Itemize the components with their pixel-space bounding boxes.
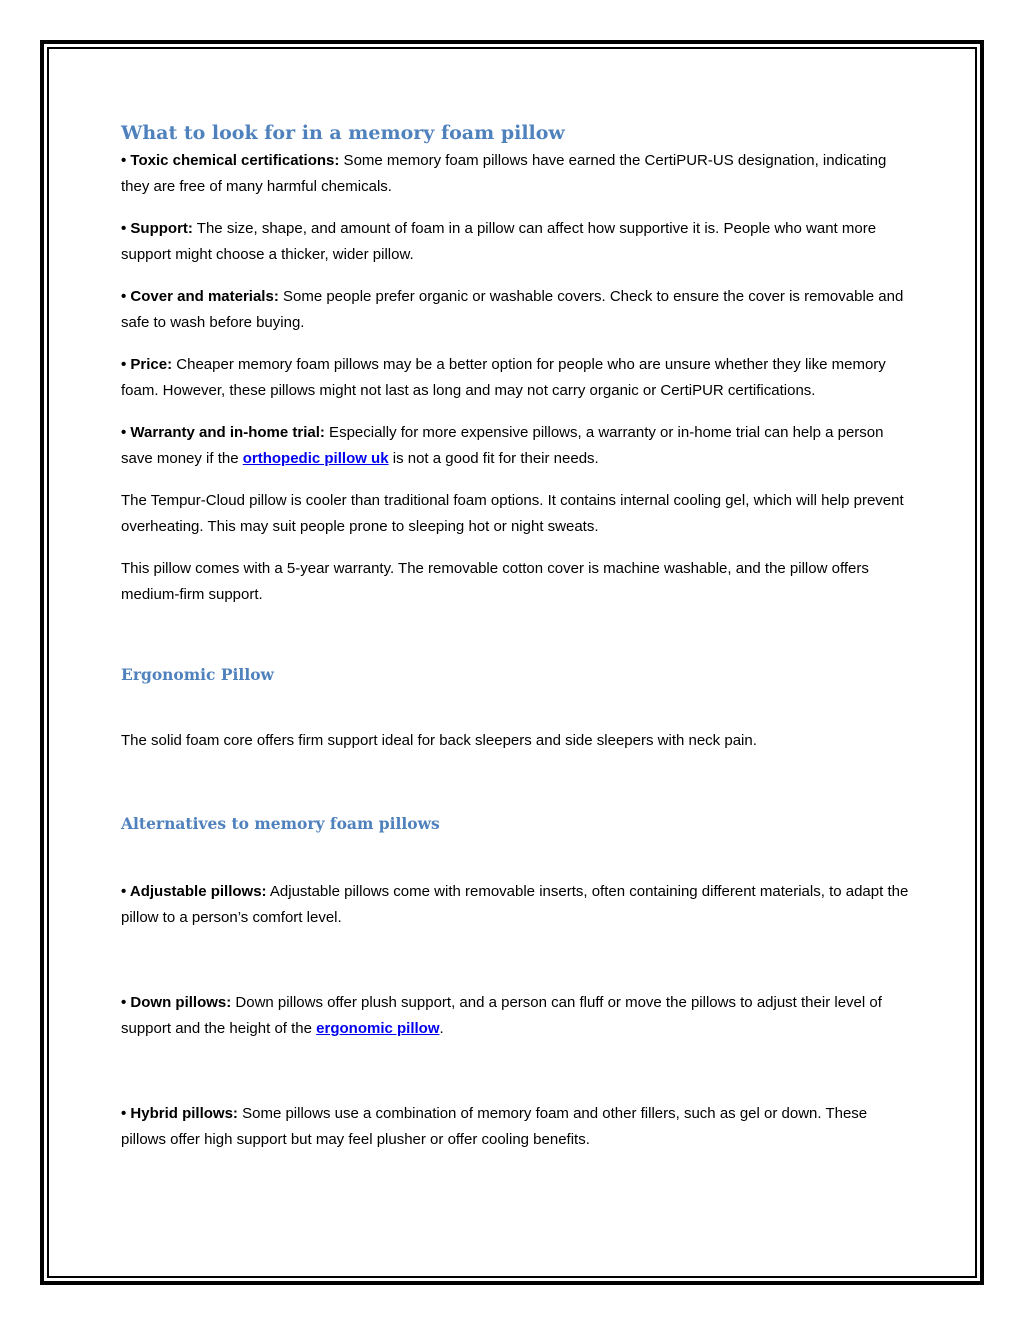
- bullet-label: Down pillows:: [130, 994, 232, 1011]
- ergonomic-heading: Ergonomic Pillow: [121, 665, 274, 684]
- bullet-label: Cover and materials:: [130, 288, 279, 305]
- bullet-warranty: [121, 420, 911, 472]
- bullet-char: •: [121, 288, 131, 305]
- bullet-label: Hybrid pillows:: [130, 1105, 238, 1122]
- bullet-text: Some pillows use a combination of memory foam and other fillers, such as gel or down. These pillows offer high support but may feel plusher or offer cooling benefits.: [121, 1105, 868, 1148]
- bullet-char: •: [121, 994, 131, 1011]
- ergonomic-pillow-link[interactable]: ergonomic pillow: [316, 1020, 440, 1037]
- bullet-down: [121, 990, 911, 1042]
- paragraph-foam-core: The solid foam core offers firm support ideal for back sleepers and side sleepers with neck pain.: [121, 732, 757, 749]
- bullet-toxic: [121, 148, 911, 200]
- bullet-text: Adjustable pillows come with removable inserts, often containing different materials, to adapt the pillow to a person’s comfort level.: [121, 883, 909, 926]
- bullet-text: Cheaper memory foam pillows may be a better option for people who are unsure whether they like memory foam. However, these pillows might not last as long and may not carry organic or CertiPUR certifications.: [121, 356, 886, 399]
- bullet-text: Some people prefer organic or washable covers. Check to ensure the cover is removable and safe to wash before buying.: [121, 288, 904, 331]
- bullet-text: is not a good fit for their needs.: [388, 450, 599, 467]
- bullet-text: The size, shape, and amount of foam in a pillow can affect how supportive it is. People who want more support might choose a thicker, wider pillow.: [121, 220, 877, 263]
- bullet-text: Especially for more expensive pillows, a warranty or in-home trial can help a person save money if the: [121, 424, 884, 467]
- bullet-label: Adjustable pillows:: [129, 883, 267, 900]
- bullet-price: [121, 352, 911, 404]
- bullet-label: Warranty and in-home trial:: [130, 424, 325, 441]
- bullet-text: Some memory foam pillows have earned the CertiPUR-US designation, indicating they are free of many harmful chemicals.: [121, 152, 887, 195]
- bullet-text: .: [439, 1020, 444, 1037]
- bullet-char: •: [121, 152, 131, 169]
- bullet-char: •: [121, 424, 131, 441]
- bullet-char: •: [121, 220, 131, 237]
- main-heading: What to look for in a memory foam pillow: [121, 122, 565, 144]
- paragraph-warranty: This pillow comes with a 5-year warranty. The removable cotton cover is machine washable, and the pillow offers medium-firm support.: [121, 560, 869, 603]
- document-body: [121, 118, 911, 1153]
- bullet-cover: [121, 284, 911, 336]
- orthopedic-pillow-link[interactable]: orthopedic pillow uk: [242, 450, 389, 467]
- bullet-label: Price:: [130, 356, 173, 373]
- bullet-text: Down pillows offer plush support, and a person can fluff or move the pillows to adjust their level of support and the height of the: [121, 994, 882, 1037]
- bullet-label: Support:: [130, 220, 193, 237]
- bullet-char: •: [121, 356, 131, 373]
- bullet-hybrid: [121, 1101, 911, 1153]
- bullet-char: •: [121, 883, 130, 900]
- bullet-char: •: [121, 1105, 131, 1122]
- bullet-support: [121, 216, 911, 268]
- bullet-adjustable: [121, 879, 911, 931]
- paragraph-tempur: The Tempur-Cloud pillow is cooler than traditional foam options. It contains internal cooling gel, which will help prevent overheating. This may suit people prone to sleeping hot or night sweats.: [121, 492, 904, 535]
- alternatives-heading: Alternatives to memory foam pillows: [121, 814, 440, 833]
- bullet-label: Toxic chemical certifications:: [130, 152, 340, 169]
